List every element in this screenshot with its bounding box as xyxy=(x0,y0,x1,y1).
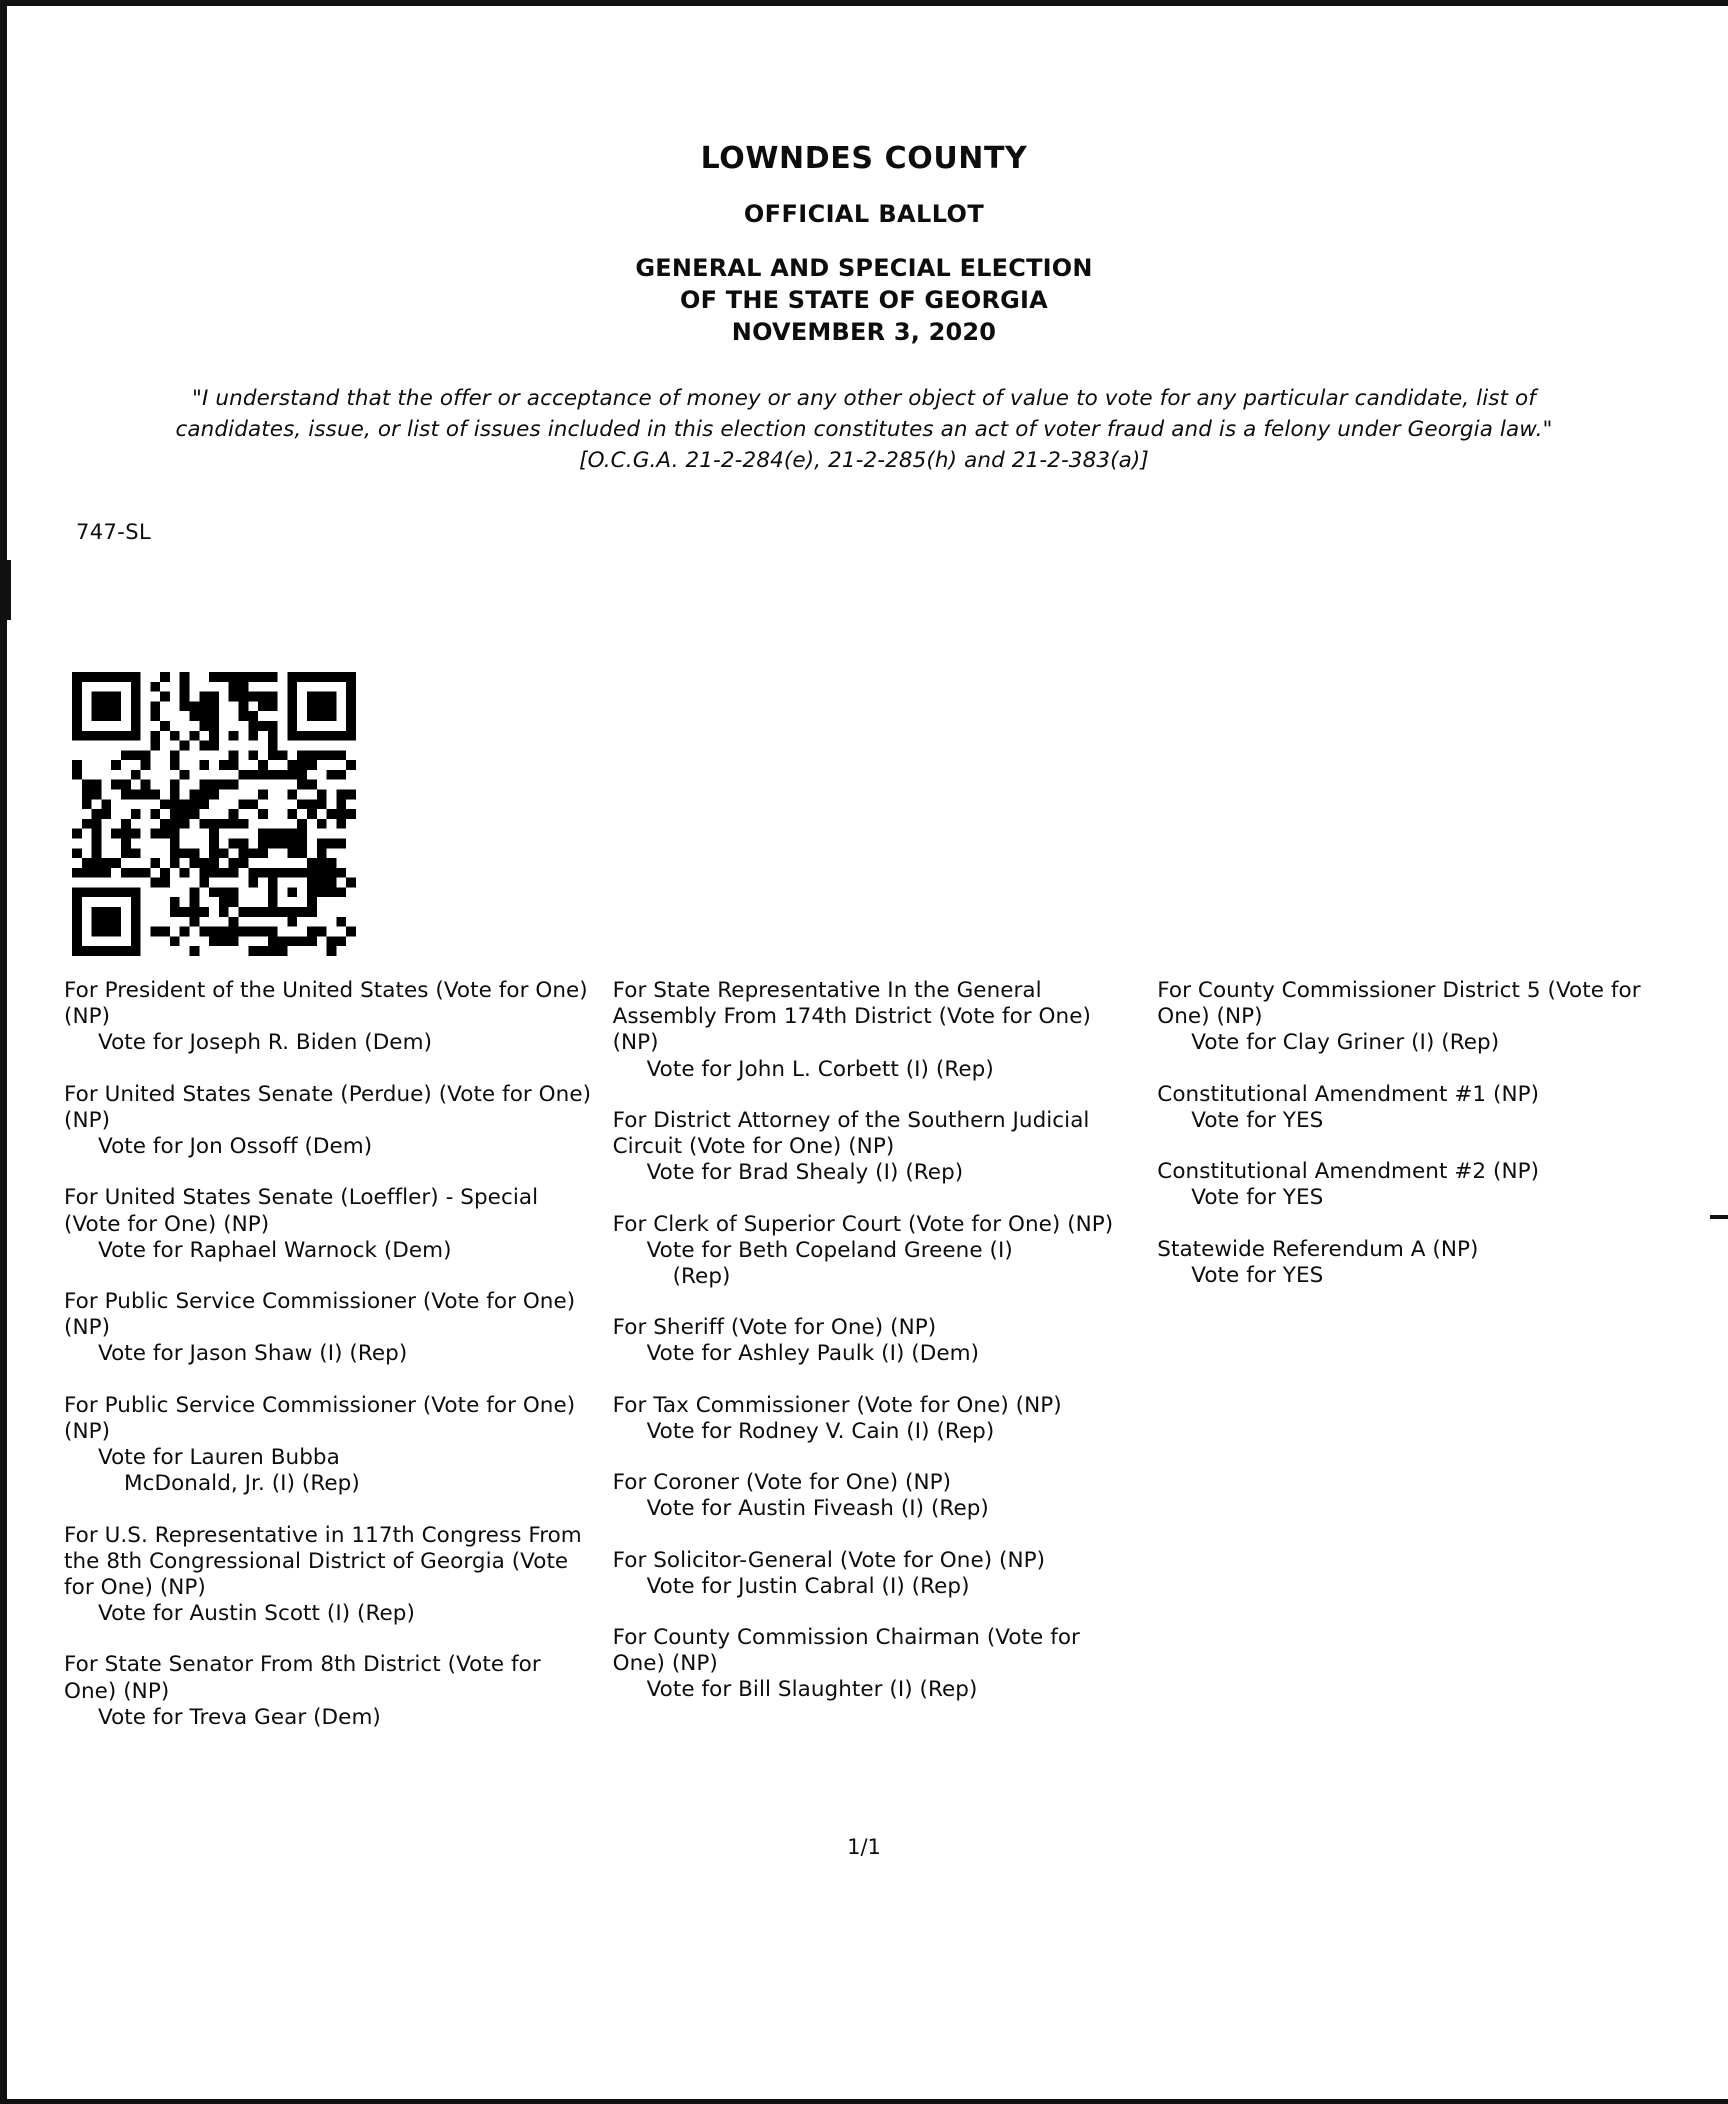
election-title xyxy=(0,252,1728,349)
official-ballot-title: OFFICIAL BALLOT xyxy=(743,199,985,228)
contest-office-title: For Tax Commissioner (Vote for One) (NP) xyxy=(612,1392,1062,1418)
contest-selection: Vote for John L. Corbett (I) (Rep) xyxy=(646,1056,994,1082)
contest-selection: Vote for Lauren Bubba xyxy=(98,1445,340,1471)
contest-block xyxy=(64,1185,593,1264)
contest-selection: Vote for Austin Fiveash (I) (Rep) xyxy=(646,1496,989,1522)
contest-office-title: For Public Service Commissioner (Vote for One) (NP) xyxy=(64,1392,576,1444)
contest-office-title: For Public Service Commissioner (Vote for One) (NP) xyxy=(64,1288,576,1341)
contest-block xyxy=(64,1082,593,1161)
contest-block xyxy=(613,1108,1130,1187)
contest-block xyxy=(1157,1159,1666,1211)
contest-office-title: For Solicitor-General (Vote for One) (NP) xyxy=(612,1547,1046,1573)
contest-block xyxy=(64,1393,593,1498)
contest-selection: Vote for YES xyxy=(1191,1262,1324,1288)
contest-block xyxy=(64,1652,593,1731)
contest-selection: Vote for Jon Ossoff (Dem) xyxy=(98,1134,373,1160)
contest-office-title: For U.S. Representative in 117th Congress From the 8th Congressional District of Georgia (Vote for One) (NP) xyxy=(64,1522,582,1600)
contest-office-title: Constitutional Amendment #1 (NP) xyxy=(1157,1081,1540,1107)
ballot-header xyxy=(0,140,1728,349)
contest-selection: Vote for Raphael Warnock (Dem) xyxy=(98,1237,452,1263)
contest-selection: Vote for Clay Griner (I) (Rep) xyxy=(1191,1030,1500,1056)
contest-block xyxy=(64,1523,593,1628)
contest-selection: Vote for Beth Copeland Greene (I) xyxy=(646,1237,1013,1263)
contest-block xyxy=(613,1470,1130,1522)
qr-code-canvas xyxy=(72,672,356,956)
voter-oath-text: "I understand that the offer or acceptance of money or any other object of value to vote for any particular candidate, list of candidates, issue, or list of issues included in this election constitutes an act of voter fraud and is a felony under Georgia law." [O.C.G.A. 21-2-284(e), 21-2-285(h) and 21-2-383(a)] xyxy=(175,385,1553,474)
page-number: 1/1 xyxy=(847,1835,881,1859)
contest-block xyxy=(613,1212,1130,1291)
contest-office-title: Constitutional Amendment #2 (NP) xyxy=(1157,1159,1540,1185)
contest-office-title: For United States Senate (Loeffler) - Special (Vote for One) (NP) xyxy=(64,1185,539,1237)
contest-selection: Vote for Justin Cabral (I) (Rep) xyxy=(646,1573,970,1599)
contest-block xyxy=(613,1393,1130,1445)
contest-office-title: For United States Senate (Perdue) (Vote for One) (NP) xyxy=(64,1081,592,1133)
contest-block xyxy=(613,978,1130,1083)
contest-office-title: For County Commission Chairman (Vote for One) (NP) xyxy=(612,1624,1080,1677)
contest-selection: Vote for Brad Shealy (I) (Rep) xyxy=(646,1160,964,1186)
contest-selection: Vote for Austin Scott (I) (Rep) xyxy=(98,1601,415,1627)
ballot-style-id: 747-SL xyxy=(76,520,152,544)
election-title-line2: OF THE STATE OF GEORGIA xyxy=(680,285,1048,314)
contest-block xyxy=(1157,978,1666,1057)
contest-selection: Vote for Joseph R. Biden (Dem) xyxy=(98,1030,433,1056)
contest-block xyxy=(64,1289,593,1368)
contest-column-1 xyxy=(64,978,601,1756)
contest-selection: Vote for YES xyxy=(1191,1185,1324,1211)
contest-block xyxy=(613,1625,1130,1704)
county-title: LOWNDES COUNTY xyxy=(700,141,1028,176)
contest-office-title: For District Attorney of the Southern Judicial Circuit (Vote for One) (NP) xyxy=(612,1107,1090,1160)
contest-office-title: For President of the United States (Vote for One) (NP) xyxy=(64,978,588,1030)
contest-office-title: For Clerk of Superior Court (Vote for One) (NP) xyxy=(612,1211,1114,1237)
contest-selection: Vote for YES xyxy=(1191,1107,1324,1133)
contest-selection: Vote for Rodney V. Cain (I) (Rep) xyxy=(646,1418,995,1444)
contest-selection: Vote for Treva Gear (Dem) xyxy=(98,1704,381,1730)
contest-selection: Vote for Bill Slaughter (I) (Rep) xyxy=(646,1677,978,1703)
contest-column-3 xyxy=(1137,978,1674,1756)
contest-block xyxy=(1157,1237,1666,1289)
contest-office-title: For County Commissioner District 5 (Vote for One) (NP) xyxy=(1157,978,1641,1030)
contest-office-title: For State Representative In the General Assembly From 174th District (Vote for One) (NP) xyxy=(612,978,1091,1056)
contest-office-title: For Coroner (Vote for One) (NP) xyxy=(612,1470,952,1496)
election-title-line1: GENERAL AND SPECIAL ELECTION xyxy=(635,253,1093,282)
qr-code-icon xyxy=(72,672,356,956)
contest-selection-continued: McDonald, Jr. (I) (Rep) xyxy=(124,1471,360,1497)
contest-selection: Vote for Jason Shaw (I) (Rep) xyxy=(98,1341,408,1367)
contest-selection-continued: (Rep) xyxy=(672,1263,731,1289)
contest-office-title: For Sheriff (Vote for One) (NP) xyxy=(612,1315,937,1341)
contest-selection: Vote for Ashley Paulk (I) (Dem) xyxy=(646,1341,980,1367)
contest-block xyxy=(1157,1082,1666,1134)
contest-block xyxy=(64,978,593,1057)
contest-block xyxy=(613,1548,1130,1600)
contest-office-title: Statewide Referendum A (NP) xyxy=(1157,1236,1479,1262)
contest-office-title: For State Senator From 8th District (Vote for One) (NP) xyxy=(64,1652,541,1704)
election-date: NOVEMBER 3, 2020 xyxy=(731,318,997,347)
contest-column-2 xyxy=(601,978,1138,1756)
contest-columns xyxy=(64,978,1674,1756)
contest-block xyxy=(613,1315,1130,1367)
